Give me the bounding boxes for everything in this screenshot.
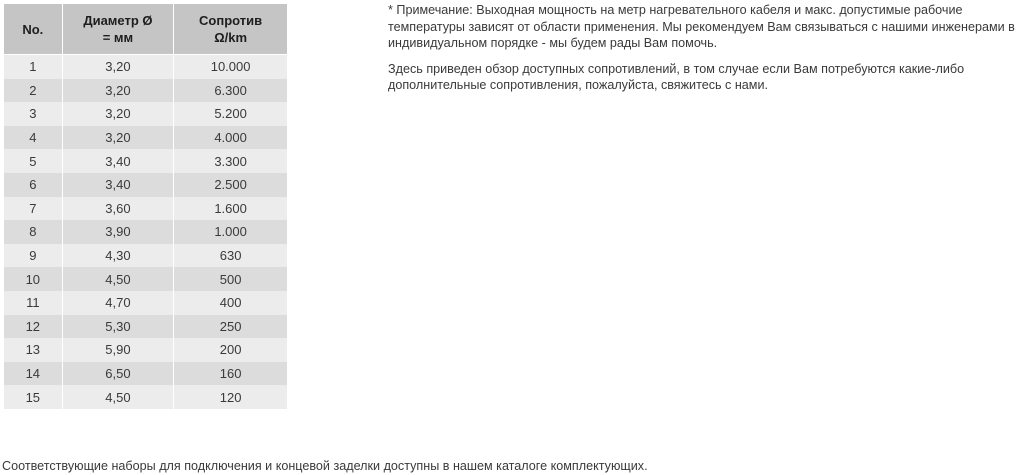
resistance-table [4,4,287,409]
cell-no: 3 [4,102,63,126]
cell-resistance: 250 [174,315,287,339]
cell-resistance: 6.300 [174,79,287,103]
cell-no: 11 [4,291,63,315]
table-row [4,197,287,221]
table-header-row [4,4,287,55]
cell-no: 10 [4,267,63,291]
column-header-resistance-line2: Ω/km [214,30,248,45]
notes-panel [388,2,1022,103]
table-row [4,385,287,409]
cell-resistance: 200 [174,338,287,362]
overview-paragraph: Здесь приведен обзор доступных сопротивлений, в том случае если Вам потребуются какие-либо дополнительные сопротивления, пожалуйста, свяжитесь с нами. [388,61,965,92]
cell-resistance: 3.300 [174,149,287,173]
cell-diameter: 5,90 [63,338,175,362]
footer-note: Соответствующие наборы для подключения и концевой заделки доступны в нашем каталоге комплектующих. [2,459,648,473]
table-row [4,79,287,103]
cell-resistance: 400 [174,291,287,315]
cell-diameter: 6,50 [63,362,175,386]
cell-no: 4 [4,126,63,150]
table-row [4,315,287,339]
remark-paragraph: * Примечание: Выходная мощность на метр нагревательного кабеля и макс. допустимые рабочие температуры зависят от области применения. Мы рекомендуем Вам связываться с нашими инженерами в индивидуальном порядке - мы будем рады Вам помочь. [388,3,1015,50]
table-row [4,220,287,244]
cell-resistance: 1.600 [174,197,287,221]
cell-diameter: 3,20 [63,79,175,103]
table-row [4,267,287,291]
cell-resistance: 500 [174,267,287,291]
cell-no: 6 [4,173,63,197]
cell-diameter: 4,50 [63,385,175,409]
column-header-diameter-line1: Диаметр Ø [83,13,153,28]
table-row [4,173,287,197]
cell-diameter: 3,40 [63,149,175,173]
table-row [4,362,287,386]
column-header-diameter [63,4,175,55]
cell-diameter: 3,20 [63,102,175,126]
column-header-resistance [174,4,287,55]
cell-resistance: 10.000 [174,55,287,79]
table-row [4,244,287,268]
table-row [4,126,287,150]
cell-no: 15 [4,385,63,409]
cell-diameter: 3,20 [63,55,175,79]
cell-diameter: 3,60 [63,197,175,221]
cell-resistance: 120 [174,385,287,409]
cell-diameter: 5,30 [63,315,175,339]
cell-diameter: 3,90 [63,220,175,244]
cell-diameter: 3,40 [63,173,175,197]
cell-no: 7 [4,197,63,221]
cell-no: 2 [4,79,63,103]
cell-resistance: 2.500 [174,173,287,197]
column-header-resistance-line1: Сопротив [199,13,263,28]
cell-resistance: 5.200 [174,102,287,126]
cell-diameter: 4,70 [63,291,175,315]
table-row [4,102,287,126]
cell-no: 1 [4,55,63,79]
cell-diameter: 3,20 [63,126,175,150]
cell-diameter: 4,30 [63,244,175,268]
cell-no: 5 [4,149,63,173]
table-row [4,149,287,173]
cell-no: 13 [4,338,63,362]
cell-no: 14 [4,362,63,386]
table-row [4,55,287,79]
cell-no: 8 [4,220,63,244]
cell-diameter: 4,50 [63,267,175,291]
column-header-diameter-line2: = мм [102,30,134,45]
column-header-no [4,4,63,55]
table-row [4,338,287,362]
table-body [4,55,287,409]
table-row [4,291,287,315]
cell-resistance: 1.000 [174,220,287,244]
cell-no: 9 [4,244,63,268]
cell-resistance: 630 [174,244,287,268]
cell-resistance: 4.000 [174,126,287,150]
column-header-no-label: No. [22,21,44,37]
cell-resistance: 160 [174,362,287,386]
cell-no: 12 [4,315,63,339]
